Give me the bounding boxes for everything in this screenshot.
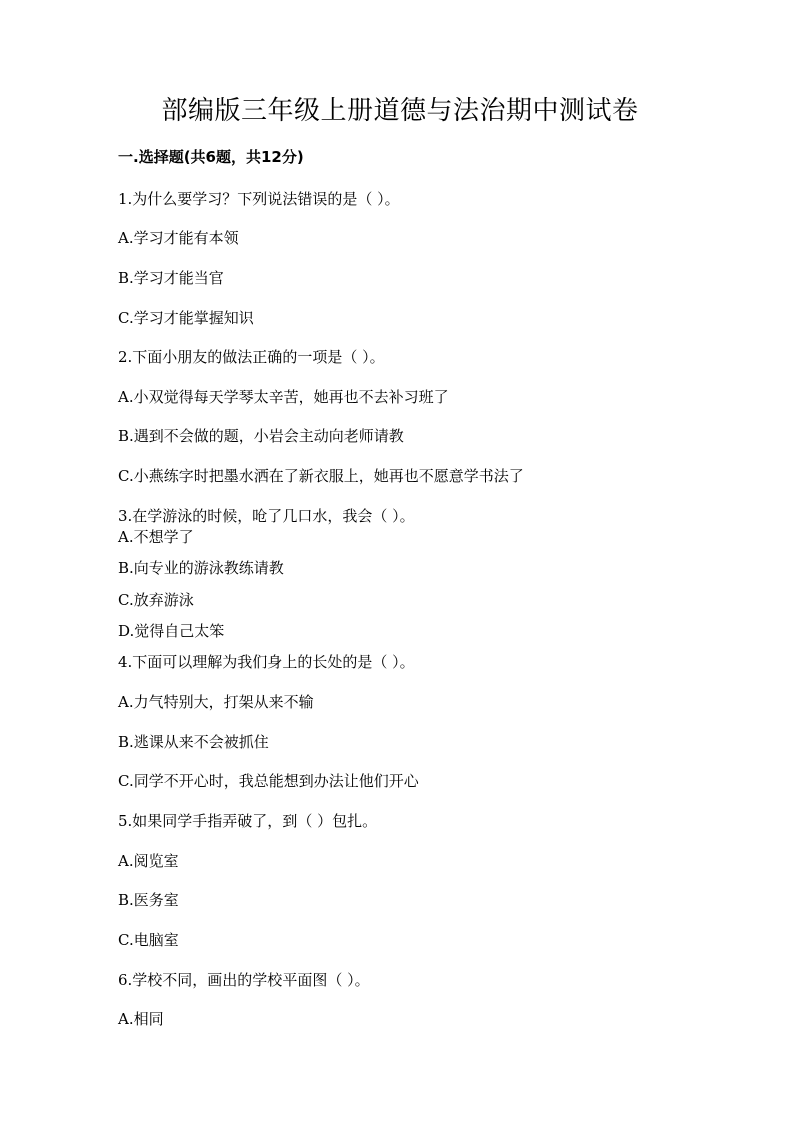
question-4-stem: 4.下面可以理解为我们身上的长处的是（ ）。 [118,653,415,671]
question-3-stem: 3.在学游泳的时候，呛了几口水，我会（ ）。 [118,507,415,525]
question-3-option-a: A.不想学了 [118,528,194,546]
section-heading: 一.选择题(共6题，共12分) [118,148,304,166]
page-title: 部编版三年级上册道德与法治期中测试卷 [161,96,639,126]
question-4-option-b: B.逃课从来不会被抓住 [118,733,269,751]
question-5-option-c: C.电脑室 [118,931,179,949]
question-5-option-b: B.医务室 [118,891,179,909]
question-2-option-b: B.遇到不会做的题，小岩会主动向老师请教 [118,427,404,445]
question-1-option-b: B.学习才能当官 [118,269,224,287]
question-3-option-c: C.放弃游泳 [118,591,194,609]
question-2-stem: 2.下面小朋友的做法正确的一项是（ ）。 [118,348,385,366]
question-5-option-a: A.阅览室 [118,852,179,870]
question-4-option-a: A.力气特别大，打架从来不输 [118,693,314,711]
question-1-stem: 1.为什么要学习？下列说法错误的是（ ）。 [118,190,400,208]
question-3-option-d: D.觉得自己太笨 [118,622,225,640]
question-6-stem: 6.学校不同，画出的学校平面图（ ）。 [118,971,370,989]
question-1-option-a: A.学习才能有本领 [118,229,239,247]
question-5-stem: 5.如果同学手指弄破了，到（ ）包扎。 [118,812,378,830]
question-3-option-b: B.向专业的游泳教练请教 [118,559,284,577]
question-2-option-c: C.小燕练字时把墨水洒在了新衣服上，她再也不愿意学书法了 [118,467,524,485]
question-6-option-a: A.相同 [118,1010,164,1028]
question-4-option-c: C.同学不开心时，我总能想到办法让他们开心 [118,772,419,790]
question-2-option-a: A.小双觉得每天学琴太辛苦，她再也不去补习班了 [118,388,449,406]
question-1-option-c: C.学习才能掌握知识 [118,309,254,327]
